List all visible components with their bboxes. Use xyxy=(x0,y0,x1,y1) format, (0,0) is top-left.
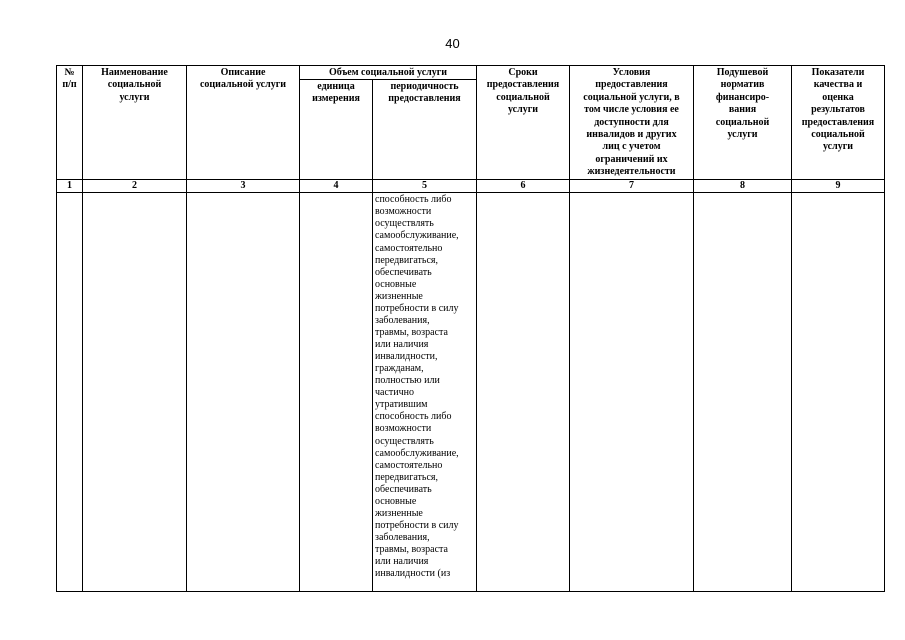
body-line: жизненные xyxy=(375,508,423,519)
body-line: заболевания, xyxy=(375,532,430,543)
body-line: потребности в силу xyxy=(375,520,459,531)
body-line: обеспечивать xyxy=(375,267,432,278)
header-frequency: периодичность предоставления xyxy=(388,81,461,105)
body-line: инвалидности, xyxy=(375,351,438,362)
body-line: самостоятельно xyxy=(375,460,443,471)
header-conditions: Условия предоставления социальной услуги, в том числе условия ее доступности для инвалидов и других лиц с учетом ограничений их жизнедеятельности xyxy=(583,67,680,178)
body-line: осуществлять xyxy=(375,436,434,447)
body-line: возможности xyxy=(375,206,432,217)
header-financing-norm: Подушевой норматив финансиро- вания социальной услуги xyxy=(715,67,770,141)
body-line: частично xyxy=(375,387,415,398)
column-divider xyxy=(299,65,300,592)
header-service-name: Наименование социальной услуги xyxy=(101,67,168,103)
column-divider xyxy=(82,65,83,592)
column-divider xyxy=(372,79,373,592)
column-number-3: 3 xyxy=(240,180,246,191)
body-line: или наличия xyxy=(375,556,429,567)
body-line: основные xyxy=(375,279,417,290)
column-number-6: 6 xyxy=(520,180,526,191)
column-number-2: 2 xyxy=(132,180,137,191)
body-line: возможности xyxy=(375,423,432,434)
body-line: способность либо xyxy=(375,194,452,205)
body-line: гражданам, xyxy=(375,363,424,374)
body-line: заболевания, xyxy=(375,315,430,326)
column-number-7: 7 xyxy=(629,180,634,191)
header-quality-indicators: Показатели качества и оценка результатов предоставления социальной услуги xyxy=(801,67,875,153)
body-line: осуществлять xyxy=(375,218,434,229)
body-line: или наличия xyxy=(375,339,429,350)
body-line: самостоятельно xyxy=(375,243,443,254)
column-divider xyxy=(476,65,477,592)
column-number-5: 5 xyxy=(422,180,427,191)
column-number-1: 1 xyxy=(67,180,72,191)
table-border-bottom xyxy=(56,591,885,592)
body-line: травмы, возраста xyxy=(375,327,448,338)
body-line: инвалидности (из xyxy=(375,568,451,579)
header-service-volume: Объем социальной услуги xyxy=(328,67,448,78)
body-line: жизненные xyxy=(375,291,423,302)
table-border-right xyxy=(884,65,885,592)
header-terms: Сроки предоставления социальной услуги xyxy=(486,67,560,116)
page-number: 40 xyxy=(445,36,460,51)
column-divider xyxy=(693,65,694,592)
body-line: способность либо xyxy=(375,411,452,422)
social-services-table xyxy=(56,65,885,592)
body-line: самообслуживание, xyxy=(375,448,459,459)
header-unit: единица измерения xyxy=(312,81,360,105)
column-divider xyxy=(186,65,187,592)
table-border-left xyxy=(56,65,57,592)
body-line: утратившим xyxy=(375,399,428,410)
body-line: полностью или xyxy=(375,375,440,386)
body-line: обеспечивать xyxy=(375,484,432,495)
body-line: потребности в силу xyxy=(375,303,459,314)
body-line: травмы, возраста xyxy=(375,544,448,555)
body-line: передвигаться, xyxy=(375,472,439,483)
number-row-bottom-line xyxy=(56,192,885,193)
header-service-description: Описание социальной услуги xyxy=(199,67,286,91)
column-number-9: 9 xyxy=(835,180,841,191)
column-number-8: 8 xyxy=(740,180,745,191)
column-number-4: 4 xyxy=(333,180,339,191)
table-border-top xyxy=(56,65,885,66)
header-number: № п/п xyxy=(62,67,77,91)
body-line: передвигаться, xyxy=(375,255,439,266)
body-line: основные xyxy=(375,496,417,507)
body-line: самообслуживание, xyxy=(375,230,459,241)
